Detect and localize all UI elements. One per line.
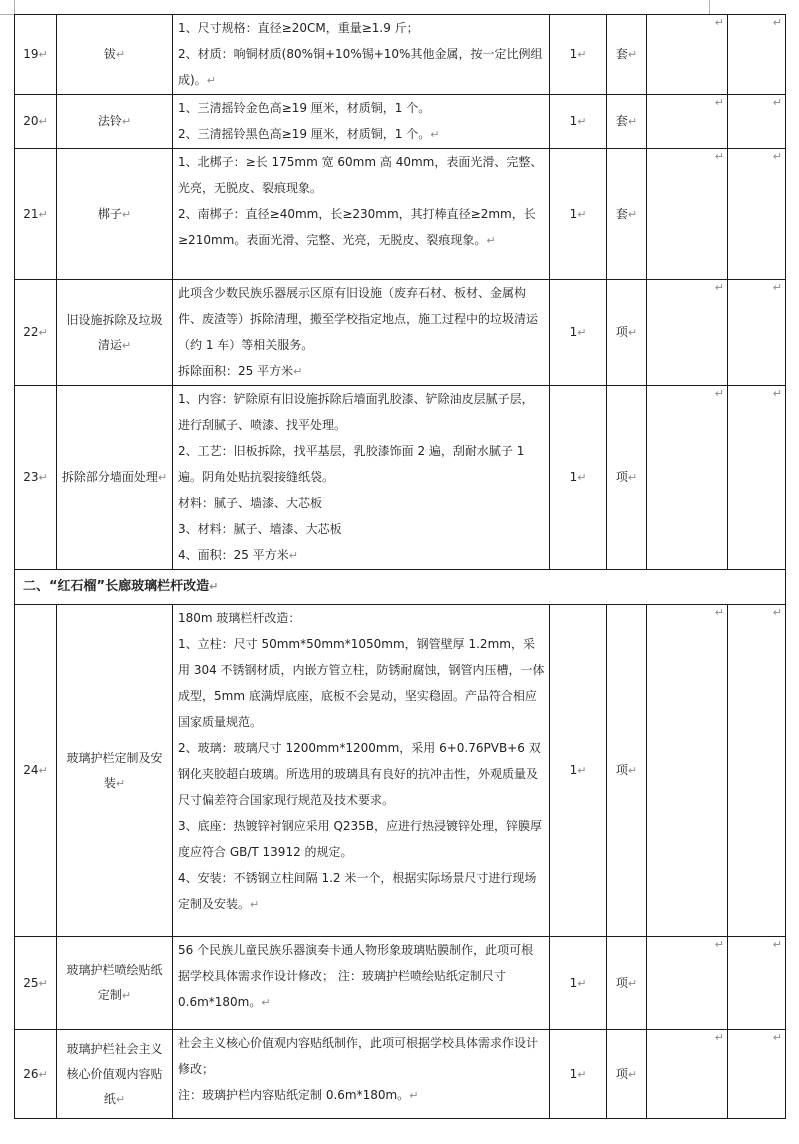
item-quantity: 1↵ — [550, 1030, 607, 1119]
item-name: 玻璃护栏定制及安装↵ — [57, 605, 173, 937]
page-corner-mark-left — [0, 0, 15, 15]
unit-price-cell: ↵ — [647, 95, 728, 149]
item-quantity: 1↵ — [550, 937, 607, 1030]
table-body-instruments — [15, 15, 786, 570]
item-unit: 套↵ — [607, 149, 647, 280]
item-name: 旧设施拆除及垃圾清运↵ — [57, 280, 173, 386]
item-description: 1、尺寸规格：直径≥20CM，重量≥1.9 斤； 2、材质：响铜材质(80%铜+10%锡+10%其他金属，按一定比例组成)。↵ — [173, 15, 550, 95]
item-quantity: 1↵ — [550, 386, 607, 570]
item-description: 社会主义核心价值观内容贴纸制作，此项可根据学校具体需求作设计修改； 注：玻璃护栏内容贴纸定制 0.6m*180m。↵ — [173, 1030, 550, 1119]
item-number: 19↵ — [15, 15, 57, 95]
total-price-cell: ↵ — [728, 15, 786, 95]
total-price-cell: ↵ — [728, 149, 786, 280]
item-unit: 项↵ — [607, 1030, 647, 1119]
item-unit: 套↵ — [607, 95, 647, 149]
item-number: 23↵ — [15, 386, 57, 570]
item-quantity: 1↵ — [550, 95, 607, 149]
total-price-cell: ↵ — [728, 937, 786, 1030]
unit-price-cell: ↵ — [647, 280, 728, 386]
table-row — [15, 149, 786, 280]
section-title: 二、“红石榴”长廊玻璃栏杆改造↵ — [15, 570, 786, 605]
item-description: 56 个民族儿童民族乐器演奏卡通人物形象玻璃贴膜制作，此项可根据学校具体需求作设计修改； 注：玻璃护栏喷绘贴纸定制尺寸 0.6m*180m。↵ — [173, 937, 550, 1030]
item-description: 1、三清摇铃金色高≥19 厘米，材质铜，1 个。 2、三清摇铃黑色高≥19 厘米，材质铜，1 个。↵ — [173, 95, 550, 149]
total-price-cell: ↵ — [728, 280, 786, 386]
procurement-table — [14, 14, 786, 1119]
item-name: 钹↵ — [57, 15, 173, 95]
item-number: 20↵ — [15, 95, 57, 149]
item-unit: 项↵ — [607, 605, 647, 937]
table-row — [15, 605, 786, 937]
item-description: 此项含少数民族乐器展示区原有旧设施（废弃石材、板材、金属构件、废渣等）拆除清理，搬至学校指定地点，施工过程中的垃圾清运（约 1 车）等相关服务。 拆除面积：25 平方米↵ — [173, 280, 550, 386]
unit-price-cell: ↵ — [647, 149, 728, 280]
item-name: 梆子↵ — [57, 149, 173, 280]
unit-price-cell: ↵ — [647, 605, 728, 937]
item-number: 22↵ — [15, 280, 57, 386]
item-number: 21↵ — [15, 149, 57, 280]
unit-price-cell: ↵ — [647, 386, 728, 570]
unit-price-cell: ↵ — [647, 15, 728, 95]
item-name: 玻璃护栏社会主义核心价值观内容贴纸↵ — [57, 1030, 173, 1119]
table-row — [15, 1030, 786, 1119]
page-corner-mark-right — [709, 0, 724, 15]
item-number: 25↵ — [15, 937, 57, 1030]
item-description: 1、北梆子：≥长 175mm 宽 60mm 高 40mm，表面光滑、完整、光亮，无脱皮、裂痕现象。 2、南梆子：直径≥40mm，长≥230mm，其打棒直径≥2mm，长≥210mm。表面光滑、完整、光亮，无脱皮、裂痕现象。↵ — [173, 149, 550, 280]
item-unit: 套↵ — [607, 15, 647, 95]
table-row — [15, 386, 786, 570]
item-quantity: 1↵ — [550, 149, 607, 280]
item-quantity: 1↵ — [550, 605, 607, 937]
item-unit: 项↵ — [607, 386, 647, 570]
item-description: 1、内容：铲除原有旧设施拆除后墙面乳胶漆、铲除油皮层腻子层，进行刮腻子、喷漆、找平处理。 2、工艺：旧板拆除，找平基层，乳胶漆饰面 2 遍，刮耐水腻子 1 遍。阴角处贴抗裂接缝纸袋。 材料：腻子、墙漆、大芯板 3、材料：腻子、墙漆、大芯板 4、面积：25 平方米↵ — [173, 386, 550, 570]
table-body-railing — [15, 605, 786, 1119]
item-number: 26↵ — [15, 1030, 57, 1119]
table-row — [15, 15, 786, 95]
item-quantity: 1↵ — [550, 280, 607, 386]
item-name: 拆除部分墙面处理↵ — [57, 386, 173, 570]
table-row — [15, 95, 786, 149]
table-row — [15, 280, 786, 386]
item-name: 玻璃护栏喷绘贴纸定制↵ — [57, 937, 173, 1030]
item-unit: 项↵ — [607, 280, 647, 386]
section-header — [15, 570, 786, 605]
item-unit: 项↵ — [607, 937, 647, 1030]
total-price-cell: ↵ — [728, 95, 786, 149]
total-price-cell: ↵ — [728, 386, 786, 570]
unit-price-cell: ↵ — [647, 1030, 728, 1119]
item-name: 法铃↵ — [57, 95, 173, 149]
item-quantity: 1↵ — [550, 15, 607, 95]
unit-price-cell: ↵ — [647, 937, 728, 1030]
item-number: 24↵ — [15, 605, 57, 937]
table-row — [15, 937, 786, 1030]
total-price-cell: ↵ — [728, 1030, 786, 1119]
item-description: 180m 玻璃栏杆改造： 1、立柱：尺寸 50mm*50mm*1050mm，钢管壁厚 1.2mm，采用 304 不锈钢材质，内嵌方管立柱，防锈耐腐蚀，钢管内压槽，一体成型，5mm 底满焊底座，底板不会晃动，坚实稳固。产品符合相应国家质量规范。 2、玻璃：玻璃尺寸 1200mm*1200mm，采用 6+0.76PVB+6 双钢化夹胶超白玻璃。所选用的玻璃具有良好的抗冲击性，外观质量及尺寸偏差符合国家现行规范及技术要求。 3、底座：热镀锌衬钢应采用 Q235B，应进行热浸镀锌处理，锌膜厚度应符合 GB/T 13912 的规定。 4、安装：不锈钢立柱间隔 1.2 米一个，根据实际场景尺寸进行现场定制及安装。↵ — [173, 605, 550, 937]
total-price-cell: ↵ — [728, 605, 786, 937]
